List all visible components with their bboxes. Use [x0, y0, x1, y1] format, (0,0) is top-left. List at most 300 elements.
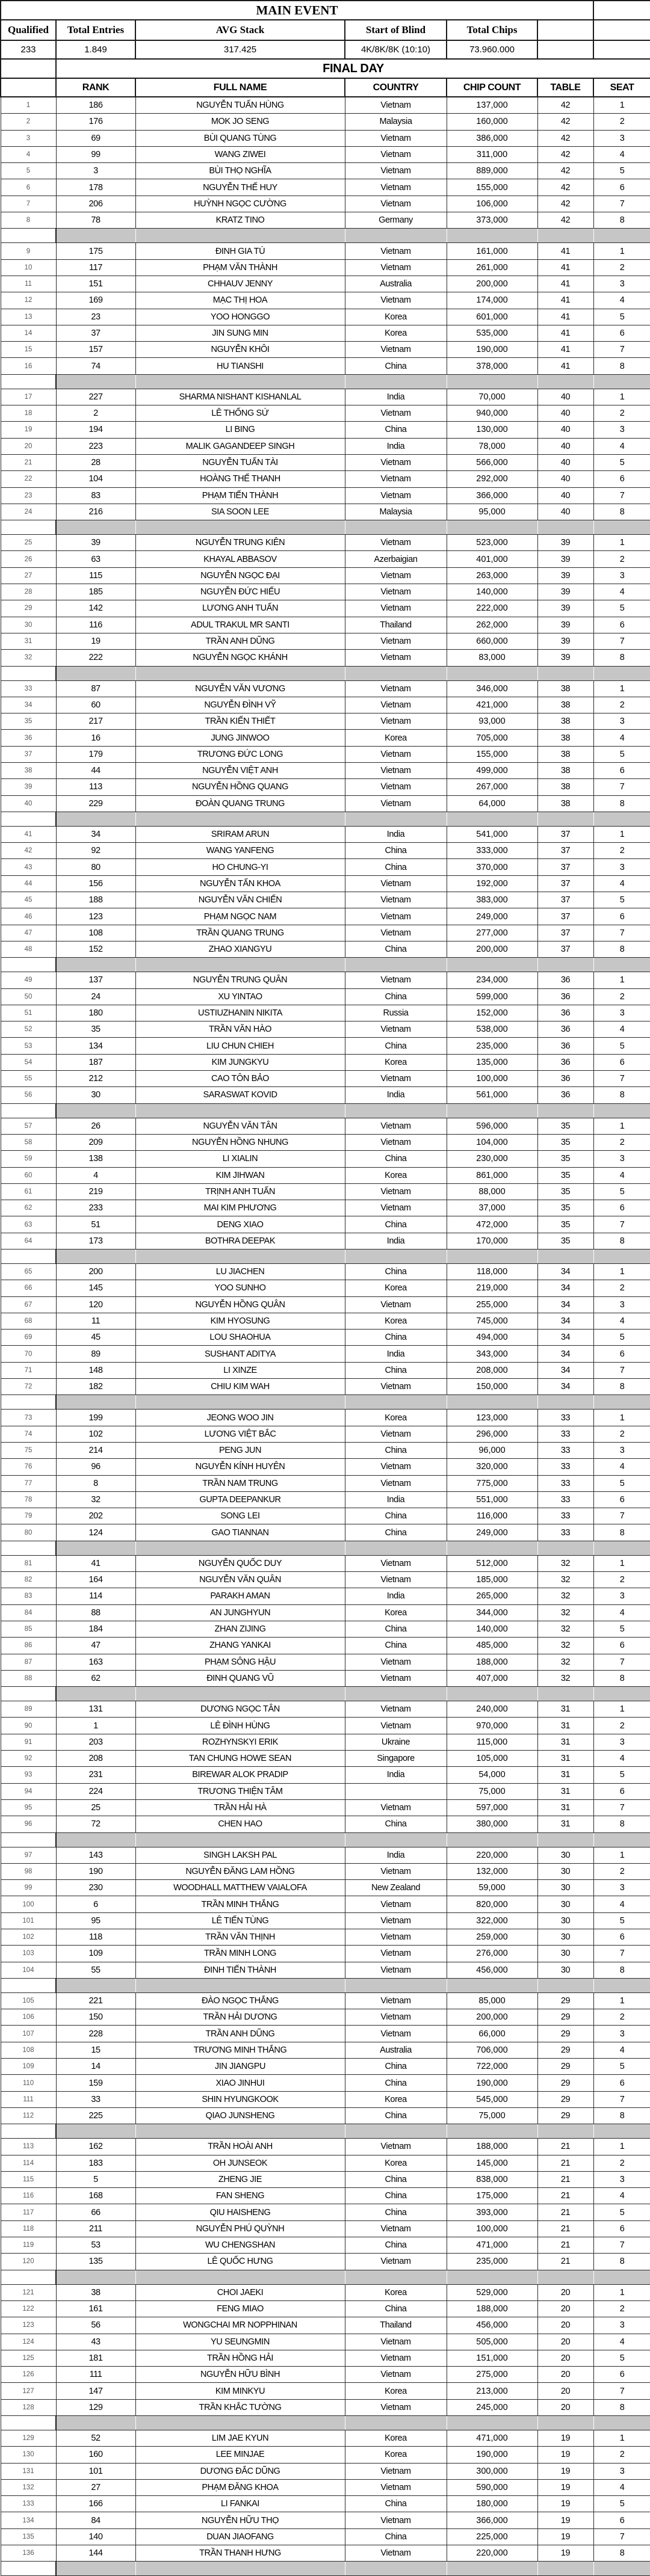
chip-count-cell: 401,000	[447, 551, 537, 567]
country-cell: Vietnam	[345, 908, 447, 925]
player-row	[1, 1071, 650, 1087]
chip-count-cell: 75,000	[447, 2107, 537, 2124]
player-number-cell: 104	[56, 471, 135, 487]
player-number-cell: 45	[56, 1330, 135, 1346]
full-name-cell: NGUYỄN TUẤN TÀI	[135, 454, 345, 470]
seat-cell: 1	[593, 97, 650, 114]
player-number-cell: 151	[56, 276, 135, 292]
chip-count-cell: 75,000	[447, 1783, 537, 1799]
table-cell: 38	[537, 746, 593, 762]
country-cell: Vietnam	[345, 97, 447, 114]
separator-gray-cell	[593, 2270, 650, 2284]
row-index-cell: 37	[1, 746, 56, 762]
row-index-cell: 94	[1, 1783, 56, 1799]
player-row	[1, 584, 650, 600]
full-name-cell: CHEN HAO	[135, 1816, 345, 1832]
player-number-cell: 161	[56, 2300, 135, 2317]
player-number-cell: 96	[56, 1459, 135, 1475]
chip-count-cell: 132,000	[447, 1863, 537, 1879]
table-cell: 30	[537, 1863, 593, 1879]
row-index-cell: 40	[1, 795, 56, 812]
chip-count-cell: 88,000	[447, 1183, 537, 1200]
player-number-cell: 184	[56, 1621, 135, 1637]
country-cell: China	[345, 2204, 447, 2220]
player-number-cell: 26	[56, 1118, 135, 1134]
player-row	[1, 179, 650, 196]
seat-cell: 1	[593, 680, 650, 697]
separator-gray-cell	[447, 374, 537, 389]
country-cell: Vietnam	[345, 2026, 447, 2042]
section-blank-cell	[1, 59, 56, 78]
seat-cell: 1	[593, 1264, 650, 1280]
chip-count-cell: 596,000	[447, 1118, 537, 1134]
player-row	[1, 1362, 650, 1378]
seat-cell: 5	[593, 163, 650, 179]
player-row	[1, 487, 650, 504]
chip-count-cell: 276,000	[447, 1946, 537, 1962]
full-name-cell: WU CHENGSHAN	[135, 2237, 345, 2254]
full-name-cell: FENG MIAO	[135, 2300, 345, 2317]
player-row	[1, 1751, 650, 1767]
table-cell: 20	[537, 2350, 593, 2366]
player-number-cell: 23	[56, 309, 135, 325]
seat-cell: 5	[593, 746, 650, 762]
player-number-cell: 19	[56, 633, 135, 649]
country-cell: India	[345, 389, 447, 405]
table-cell: 19	[537, 2545, 593, 2562]
player-row	[1, 795, 650, 812]
player-row	[1, 1946, 650, 1962]
chip-count-cell: 940,000	[447, 405, 537, 422]
table-cell: 32	[537, 1572, 593, 1588]
player-row	[1, 97, 650, 114]
player-number-cell: 39	[56, 535, 135, 551]
player-row	[1, 212, 650, 229]
seat-cell: 5	[593, 1330, 650, 1346]
table-cell: 36	[537, 1054, 593, 1070]
full-name-cell: SIA SOON LEE	[135, 504, 345, 520]
separator-gray-cell	[56, 1832, 135, 1847]
country-cell: China	[345, 2107, 447, 2124]
chip-count-cell: 115,000	[447, 1734, 537, 1750]
seat-cell: 3	[593, 2317, 650, 2334]
seat-cell: 2	[593, 2009, 650, 2026]
player-row	[1, 1621, 650, 1637]
full-name-cell: DENG XIAO	[135, 1216, 345, 1233]
chip-count-cell: 300,000	[447, 2463, 537, 2479]
row-index-cell: 50	[1, 988, 56, 1005]
country-cell: Vietnam	[345, 1071, 447, 1087]
table-cell: 21	[537, 2139, 593, 2155]
player-row	[1, 325, 650, 341]
separator-gray-cell	[593, 1832, 650, 1847]
table-cell: 39	[537, 535, 593, 551]
chip-count-cell: 118,000	[447, 1264, 537, 1280]
table-cell: 37	[537, 826, 593, 842]
row-index-cell: 85	[1, 1621, 56, 1637]
chip-count-cell: 59,000	[447, 1880, 537, 1896]
chip-count-cell: 343,000	[447, 1346, 537, 1362]
row-index-cell: 70	[1, 1346, 56, 1362]
row-index-cell: 125	[1, 2350, 56, 2366]
separator-gray-cell	[537, 1832, 593, 1847]
seat-cell: 5	[593, 1038, 650, 1054]
seat-cell: 5	[593, 1767, 650, 1783]
full-name-cell: ZHANG YANKAI	[135, 1638, 345, 1654]
separator-gray-cell	[345, 2124, 447, 2139]
country-cell: Vietnam	[345, 535, 447, 551]
player-row	[1, 617, 650, 633]
player-row	[1, 309, 650, 325]
chip-count-cell: 155,000	[447, 746, 537, 762]
row-index-cell: 78	[1, 1491, 56, 1508]
player-row	[1, 2284, 650, 2300]
chip-count-cell: 386,000	[447, 130, 537, 146]
row-index-cell: 65	[1, 1264, 56, 1280]
row-index-cell: 25	[1, 535, 56, 551]
player-number-cell: 120	[56, 1296, 135, 1313]
player-row	[1, 1054, 650, 1070]
chip-count-cell: 155,000	[447, 179, 537, 196]
table-cell: 38	[537, 713, 593, 730]
country-cell: China	[345, 2171, 447, 2187]
seat-cell: 7	[593, 2383, 650, 2399]
country-cell: Vietnam	[345, 2254, 447, 2270]
title-blank-cell	[593, 1, 650, 20]
country-cell: Ukraine	[345, 1734, 447, 1750]
full-name-cell: TRƯƠNG MINH THẮNG	[135, 2042, 345, 2058]
seat-cell: 1	[593, 1992, 650, 2009]
seat-cell: 4	[593, 1896, 650, 1912]
separator-gray-cell	[537, 374, 593, 389]
table-cell: 19	[537, 2496, 593, 2512]
summary-header-total-entries: Total Entries	[56, 20, 135, 40]
player-number-cell: 180	[56, 1005, 135, 1021]
table-cell: 31	[537, 1799, 593, 1816]
seat-cell: 1	[593, 243, 650, 259]
seat-cell: 2	[593, 697, 650, 713]
country-cell: Vietnam	[345, 1912, 447, 1929]
player-number-cell: 117	[56, 259, 135, 276]
separator-blank-cell	[1, 958, 56, 972]
table-cell: 41	[537, 342, 593, 358]
full-name-cell: LEE MINJAE	[135, 2447, 345, 2463]
chip-count-cell: 393,000	[447, 2204, 537, 2220]
seat-cell: 8	[593, 650, 650, 666]
country-cell: Vietnam	[345, 2139, 447, 2155]
full-name-cell: TRẦN NAM TRUNG	[135, 1475, 345, 1491]
row-index-cell: 42	[1, 843, 56, 859]
player-row	[1, 2107, 650, 2124]
table-cell: 29	[537, 2009, 593, 2026]
country-cell: Vietnam	[345, 1183, 447, 1200]
full-name-cell: YU SEUNGMIN	[135, 2334, 345, 2350]
table-cell: 33	[537, 1491, 593, 1508]
seat-cell: 3	[593, 567, 650, 584]
player-row	[1, 600, 650, 617]
player-row	[1, 1572, 650, 1588]
player-number-cell: 166	[56, 2496, 135, 2512]
player-row	[1, 196, 650, 212]
separator-gray-cell	[537, 1687, 593, 1701]
country-cell: China	[345, 2059, 447, 2075]
seat-cell: 2	[593, 2155, 650, 2171]
seat-cell: 8	[593, 2107, 650, 2124]
country-cell: Vietnam	[345, 697, 447, 713]
country-cell: Vietnam	[345, 2367, 447, 2383]
full-name-cell: SARASWAT KOVID	[135, 1087, 345, 1103]
seat-cell: 1	[593, 1701, 650, 1718]
summary-header-avg-stack: AVG Stack	[135, 20, 345, 40]
row-index-cell: 18	[1, 405, 56, 422]
player-row	[1, 1459, 650, 1475]
full-name-cell: KIM JIHWAN	[135, 1167, 345, 1183]
separator-gray-cell	[135, 812, 345, 826]
player-number-cell: 187	[56, 1054, 135, 1070]
seat-cell: 6	[593, 1346, 650, 1362]
player-row	[1, 2059, 650, 2075]
row-index-cell: 89	[1, 1701, 56, 1718]
full-name-cell: NGUYỄN HỮU BÌNH	[135, 2367, 345, 2383]
table-cell: 20	[537, 2284, 593, 2300]
country-cell: Vietnam	[345, 1296, 447, 1313]
table-cell: 42	[537, 179, 593, 196]
table-cell: 33	[537, 1410, 593, 1426]
player-row	[1, 1863, 650, 1879]
table-cell: 39	[537, 551, 593, 567]
player-number-cell: 159	[56, 2075, 135, 2091]
table-cell: 21	[537, 2171, 593, 2187]
separator-gray-cell	[56, 1395, 135, 1410]
section-title: FINAL DAY	[56, 59, 650, 78]
row-index-cell: 62	[1, 1200, 56, 1216]
player-row	[1, 925, 650, 941]
chip-count-cell: 130,000	[447, 422, 537, 438]
table-group-separator	[1, 520, 650, 535]
seat-cell: 3	[593, 130, 650, 146]
seat-cell: 5	[593, 1912, 650, 1929]
seat-cell: 3	[593, 1588, 650, 1604]
seat-cell: 5	[593, 2204, 650, 2220]
table-cell: 29	[537, 2075, 593, 2091]
table-cell: 19	[537, 2463, 593, 2479]
full-name-cell: ROZHYNSKYI ERIK	[135, 1734, 345, 1750]
table-cell: 19	[537, 2479, 593, 2495]
player-number-cell: 74	[56, 358, 135, 374]
row-index-cell: 26	[1, 551, 56, 567]
player-row	[1, 730, 650, 746]
separator-gray-cell	[447, 1978, 537, 1992]
full-name-cell: LƯƠNG ANH TUẤN	[135, 600, 345, 617]
full-name-cell: TRƯƠNG THIỆN TÂM	[135, 1783, 345, 1799]
table-cell: 29	[537, 2042, 593, 2058]
player-number-cell: 123	[56, 908, 135, 925]
seat-cell: 6	[593, 1054, 650, 1070]
full-name-cell: GUPTA DEEPANKUR	[135, 1491, 345, 1508]
separator-gray-cell	[593, 1249, 650, 1264]
player-row	[1, 2220, 650, 2237]
seat-cell: 8	[593, 1087, 650, 1103]
full-name-cell: GAO TIANNAN	[135, 1524, 345, 1541]
country-cell: Vietnam	[345, 1021, 447, 1038]
player-row	[1, 1847, 650, 1863]
table-cell: 37	[537, 843, 593, 859]
table-group-separator	[1, 2270, 650, 2284]
seat-cell: 3	[593, 1151, 650, 1167]
full-name-cell: LI XIALIN	[135, 1151, 345, 1167]
country-cell: Korea	[345, 2447, 447, 2463]
player-row	[1, 859, 650, 875]
player-number-cell: 175	[56, 243, 135, 259]
separator-gray-cell	[135, 520, 345, 535]
column-header-blank	[1, 78, 56, 97]
row-index-cell: 38	[1, 762, 56, 778]
chip-count-cell: 471,000	[447, 2237, 537, 2254]
seat-cell: 2	[593, 988, 650, 1005]
full-name-cell: TRẦN VĂN HÀO	[135, 1021, 345, 1038]
table-cell: 39	[537, 567, 593, 584]
separator-gray-cell	[537, 2124, 593, 2139]
table-group-separator	[1, 1541, 650, 1555]
country-cell: Vietnam	[345, 795, 447, 812]
full-name-cell: JIN SUNG MIN	[135, 325, 345, 341]
player-number-cell: 208	[56, 1751, 135, 1767]
summary-header-qualified: Qualified	[1, 20, 56, 40]
full-name-cell: SHIN HYUNGKOOK	[135, 2091, 345, 2107]
player-number-cell: 203	[56, 1734, 135, 1750]
full-name-cell: NGUYỄN THẾ HUY	[135, 179, 345, 196]
table-cell: 38	[537, 795, 593, 812]
table-cell: 33	[537, 1459, 593, 1475]
chip-count-cell: 277,000	[447, 925, 537, 941]
table-cell: 32	[537, 1555, 593, 1571]
summary-value-start-of-blind: 4K/8K/8K (10:10)	[345, 40, 447, 59]
player-number-cell: 38	[56, 2284, 135, 2300]
chip-count-cell: 262,000	[447, 617, 537, 633]
seat-cell: 5	[593, 2496, 650, 2512]
player-number-cell: 131	[56, 1701, 135, 1718]
player-number-cell: 43	[56, 2334, 135, 2350]
full-name-cell: YOO HONGGO	[135, 309, 345, 325]
separator-gray-cell	[447, 1687, 537, 1701]
chip-count-cell: 220,000	[447, 1847, 537, 1863]
player-row	[1, 2463, 650, 2479]
separator-gray-cell	[345, 374, 447, 389]
full-name-cell: LOU SHAOHUA	[135, 1330, 345, 1346]
table-cell: 20	[537, 2317, 593, 2334]
table-cell: 40	[537, 487, 593, 504]
row-index-cell: 27	[1, 567, 56, 584]
player-row	[1, 1183, 650, 1200]
separator-gray-cell	[345, 1249, 447, 1264]
full-name-cell: LIM JAE KYUN	[135, 2430, 345, 2447]
row-index-cell: 118	[1, 2220, 56, 2237]
player-row	[1, 2091, 650, 2107]
full-name-cell: KHAYAL ABBASOV	[135, 551, 345, 567]
full-name-cell: KIM JUNGKYU	[135, 1054, 345, 1070]
table-group-separator	[1, 812, 650, 826]
country-cell	[345, 1783, 447, 1799]
players-body	[1, 97, 650, 2576]
country-cell: Vietnam	[345, 713, 447, 730]
row-index-cell: 91	[1, 1734, 56, 1750]
player-row	[1, 972, 650, 988]
player-number-cell: 221	[56, 1992, 135, 2009]
country-cell: Vietnam	[345, 243, 447, 259]
player-row	[1, 1330, 650, 1346]
country-cell: Korea	[345, 2430, 447, 2447]
row-index-cell: 44	[1, 875, 56, 892]
chip-count-cell: 267,000	[447, 779, 537, 795]
separator-blank-cell	[1, 374, 56, 389]
player-number-cell: 115	[56, 567, 135, 584]
row-index-cell: 2	[1, 114, 56, 130]
chip-count-cell: 249,000	[447, 908, 537, 925]
row-index-cell: 9	[1, 243, 56, 259]
seat-cell: 3	[593, 1734, 650, 1750]
row-index-cell: 14	[1, 325, 56, 341]
country-cell: Thailand	[345, 617, 447, 633]
player-row	[1, 697, 650, 713]
chip-count-cell: 265,000	[447, 1588, 537, 1604]
separator-gray-cell	[593, 520, 650, 535]
separator-gray-cell	[537, 1395, 593, 1410]
separator-gray-cell	[593, 1395, 650, 1410]
seat-cell: 5	[593, 600, 650, 617]
chip-count-cell: 551,000	[447, 1491, 537, 1508]
row-index-cell: 98	[1, 1863, 56, 1879]
full-name-cell: BÙI QUANG TÙNG	[135, 130, 345, 146]
row-index-cell: 11	[1, 276, 56, 292]
row-index-cell: 107	[1, 2026, 56, 2042]
chip-count-cell: 705,000	[447, 730, 537, 746]
seat-cell: 6	[593, 2512, 650, 2528]
full-name-cell: LÊ TIẾN TÙNG	[135, 1912, 345, 1929]
chip-count-cell: 145,000	[447, 2155, 537, 2171]
country-cell: Vietnam	[345, 163, 447, 179]
player-row	[1, 1167, 650, 1183]
full-name-cell: TRẦN HOÀI ANH	[135, 2139, 345, 2155]
country-cell: Vietnam	[345, 1426, 447, 1442]
row-index-cell: 8	[1, 212, 56, 229]
player-row	[1, 1442, 650, 1458]
separator-blank-cell	[1, 1249, 56, 1264]
row-index-cell: 35	[1, 713, 56, 730]
chip-count-cell: 140,000	[447, 584, 537, 600]
player-row	[1, 2399, 650, 2415]
player-row	[1, 2334, 650, 2350]
separator-gray-cell	[593, 1541, 650, 1555]
full-name-cell: TRẦN MINH LONG	[135, 1946, 345, 1962]
country-cell: India	[345, 1491, 447, 1508]
player-row	[1, 1783, 650, 1799]
separator-gray-cell	[345, 1687, 447, 1701]
row-index-cell: 47	[1, 925, 56, 941]
table-cell: 35	[537, 1151, 593, 1167]
player-number-cell: 6	[56, 1896, 135, 1912]
row-index-cell: 23	[1, 487, 56, 504]
country-cell: India	[345, 1588, 447, 1604]
table-cell: 34	[537, 1346, 593, 1362]
player-row	[1, 941, 650, 957]
row-index-cell: 84	[1, 1604, 56, 1621]
row-index-cell: 123	[1, 2317, 56, 2334]
player-row	[1, 342, 650, 358]
separator-gray-cell	[345, 2562, 447, 2576]
country-cell: Vietnam	[345, 259, 447, 276]
table-cell: 42	[537, 130, 593, 146]
separator-gray-cell	[345, 520, 447, 535]
